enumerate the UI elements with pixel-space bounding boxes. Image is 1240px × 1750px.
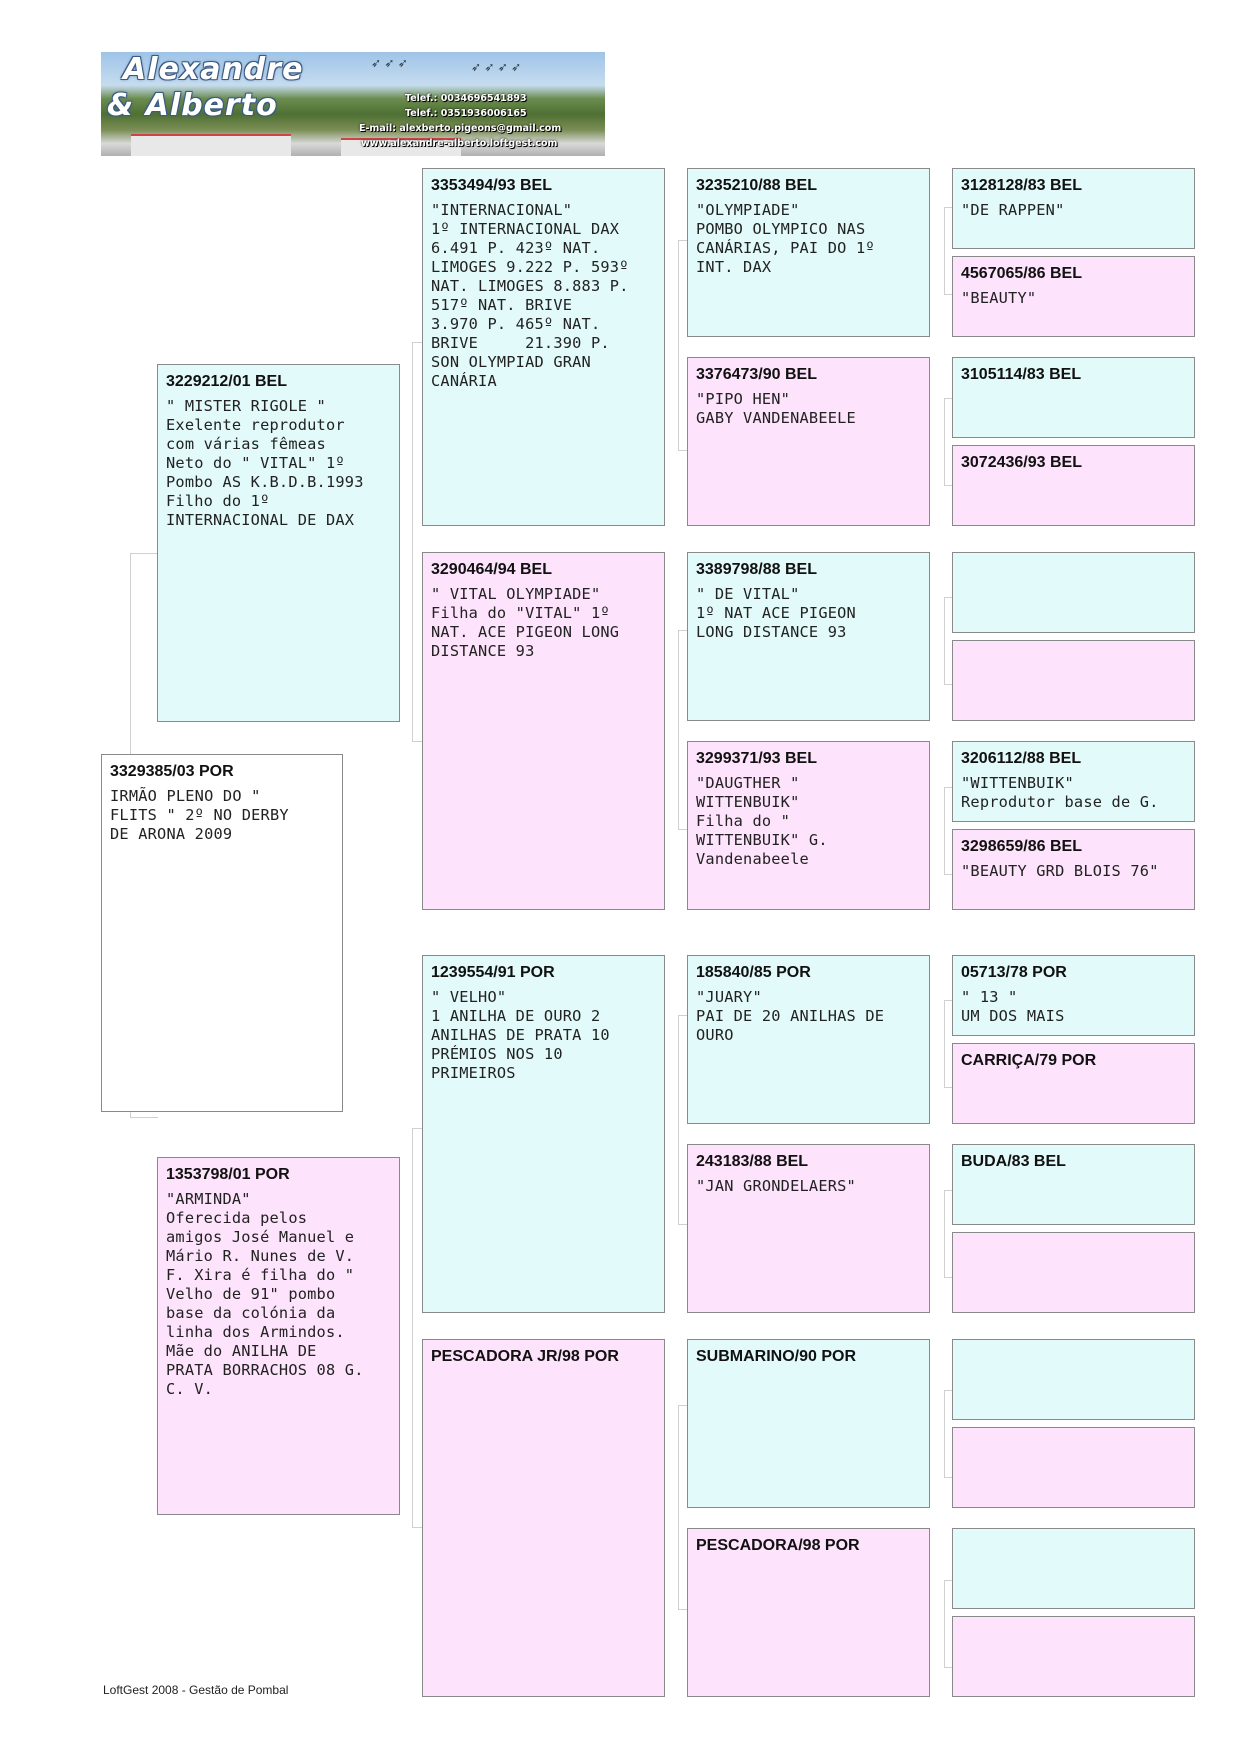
pigeon-notes: "OLYMPIADE" POMBO OLYMPICO NAS CANÁRIAS, PAI DO 1º INT. DAX <box>696 201 875 276</box>
pigeon-notes: " MISTER RIGOLE " Exelente reprodutor com várias fêmeas Neto do " VITAL" 1º Pombo AS K.B.D.B.1993 Filho do 1º INTERNACIONAL DE DAX <box>166 397 364 529</box>
ring-number: BUDA/83 BEL <box>961 1153 1066 1170</box>
ring-number: 243183/88 BEL <box>696 1153 809 1170</box>
ggg-card-10[interactable] <box>952 1043 1195 1124</box>
great-grandparent-card-7[interactable] <box>687 1339 930 1508</box>
ring-number: 4567065/86 BEL <box>961 265 1082 282</box>
pigeon-notes: "BEAUTY GRD BLOIS 76" <box>961 862 1159 880</box>
ring-number: PESCADORA/98 POR <box>696 1537 860 1554</box>
pigeon-notes: " VELHO" 1 ANILHA DE OURO 2 ANILHAS DE PRATA 10 PRÉMIOS NOS 10 PRIMEIROS <box>431 988 610 1082</box>
ring-number: 3229212/01 BEL <box>166 373 287 390</box>
pigeon-notes: "WITTENBUIK" Reprodutor base de G. <box>961 774 1159 811</box>
ring-number: 3389798/88 BEL <box>696 561 817 578</box>
ggg-card-4[interactable] <box>952 445 1195 526</box>
banner-phone-1: Telef.: 0034696541893 <box>405 93 527 104</box>
loft-building-image <box>131 134 291 156</box>
pigeon-notes: "DAUGTHER " WITTENBUIK" Filha do " WITTENBUIK" G. Vandenabeele <box>696 774 828 868</box>
ggg-card-3[interactable] <box>952 357 1195 438</box>
great-grandparent-card-5[interactable] <box>687 955 930 1124</box>
pigeon-notes: IRMÃO PLENO DO " FLITS " 2º NO DERBY DE ARONA 2009 <box>110 787 289 843</box>
grandparent-card-2[interactable] <box>422 552 665 910</box>
ggg-card-7[interactable] <box>952 741 1195 822</box>
ring-number: 3105114/83 BEL <box>961 366 1082 383</box>
ring-number: 05713/78 POR <box>961 964 1067 981</box>
pigeon-notes: " DE VITAL" 1º NAT ACE PIGEON LONG DISTANCE 93 <box>696 585 856 641</box>
ggg-card-2[interactable] <box>952 256 1195 337</box>
ggg-card-1[interactable] <box>952 168 1195 249</box>
great-grandparent-card-4[interactable] <box>687 741 930 910</box>
banner-title-line1: Alexandre <box>123 52 304 87</box>
ggg-card-16[interactable] <box>952 1616 1195 1697</box>
ring-number: 1239554/91 POR <box>431 964 555 981</box>
footer-credit: LoftGest 2008 - Gestão de Pombal <box>103 1683 289 1697</box>
great-grandparent-card-3[interactable] <box>687 552 930 721</box>
ring-number: 3128128/83 BEL <box>961 177 1082 194</box>
pigeon-notes: "JAN GRONDELAERS" <box>696 1177 856 1195</box>
pigeon-flock-icon: ➶ ➶ ➶ <box>371 56 408 70</box>
ring-number: 3376473/90 BEL <box>696 366 817 383</box>
ggg-card-13[interactable] <box>952 1339 1195 1420</box>
banner-title-line2: & Alberto <box>107 88 278 123</box>
pigeon-notes: "BEAUTY" <box>961 289 1037 307</box>
ring-number: 3353494/93 BEL <box>431 177 552 194</box>
ggg-card-9[interactable] <box>952 955 1195 1036</box>
sire-card[interactable] <box>157 364 400 722</box>
pigeon-notes: " 13 " UM DOS MAIS <box>961 988 1065 1025</box>
pigeon-notes: "INTERNACIONAL" 1º INTERNACIONAL DAX 6.491 P. 423º NAT. LIMOGES 9.222 P. 593º NAT. LIMOGES 8.883 P. 517º NAT. BRIVE 3.970 P. 465º NAT. BRIVE 21.390 P. SON OLYMPIAD GRAN CANÁRIA <box>431 201 629 390</box>
ggg-card-15[interactable] <box>952 1528 1195 1609</box>
grandparent-card-3[interactable] <box>422 955 665 1313</box>
ggg-card-6[interactable] <box>952 640 1195 721</box>
ring-number: 3235210/88 BEL <box>696 177 817 194</box>
ring-number: 3290464/94 BEL <box>431 561 552 578</box>
banner-email: E-mail: alexberto.pigeons@gmail.com <box>359 123 562 134</box>
pigeon-notes: "DE RAPPEN" <box>961 201 1065 219</box>
ring-number: 3072436/93 BEL <box>961 454 1082 471</box>
pigeon-notes: " VITAL OLYMPIADE" Filha do "VITAL" 1º NAT. ACE PIGEON LONG DISTANCE 93 <box>431 585 620 660</box>
ggg-card-11[interactable] <box>952 1144 1195 1225</box>
ring-number: 185840/85 POR <box>696 964 811 981</box>
pigeon-notes: "JUARY" PAI DE 20 ANILHAS DE OURO <box>696 988 885 1044</box>
great-grandparent-card-2[interactable] <box>687 357 930 526</box>
ggg-card-8[interactable] <box>952 829 1195 910</box>
pigeon-flock-icon-2: ➶ ➶ ➶ ➶ <box>471 60 522 74</box>
ggg-card-14[interactable] <box>952 1427 1195 1508</box>
banner-phone-2: Telef.: 0351936006165 <box>405 108 527 119</box>
great-grandparent-card-1[interactable] <box>687 168 930 337</box>
ggg-card-5[interactable] <box>952 552 1195 633</box>
subject-pigeon-card[interactable] <box>101 754 343 1112</box>
grandparent-card-1[interactable] <box>422 168 665 526</box>
ring-number: SUBMARINO/90 POR <box>696 1348 857 1365</box>
ring-number: PESCADORA JR/98 POR <box>431 1348 619 1365</box>
great-grandparent-card-6[interactable] <box>687 1144 930 1313</box>
banner-website: www.alexandre-alberto.loftgest.com <box>361 138 558 149</box>
header-banner <box>101 52 605 156</box>
ring-number: 3206112/88 BEL <box>961 750 1082 767</box>
ring-number: CARRIÇA/79 POR <box>961 1052 1097 1069</box>
dam-card[interactable] <box>157 1157 400 1515</box>
ring-number: 3298659/86 BEL <box>961 838 1082 855</box>
ring-number: 1353798/01 POR <box>166 1166 290 1183</box>
pigeon-notes: "ARMINDA" Oferecida pelos amigos José Manuel e Mário R. Nunes de V. F. Xira é filha do " Velho de 91" pombo base da colónia da linha dos Armindos. Mãe do ANILHA DE PRATA BORRACHOS 08 G. C. V. <box>166 1190 364 1398</box>
great-grandparent-card-8[interactable] <box>687 1528 930 1697</box>
grandparent-card-4[interactable] <box>422 1339 665 1697</box>
ring-number: 3329385/03 POR <box>110 763 234 780</box>
pigeon-notes: "PIPO HEN" GABY VANDENABEELE <box>696 390 856 427</box>
ggg-card-12[interactable] <box>952 1232 1195 1313</box>
ring-number: 3299371/93 BEL <box>696 750 817 767</box>
